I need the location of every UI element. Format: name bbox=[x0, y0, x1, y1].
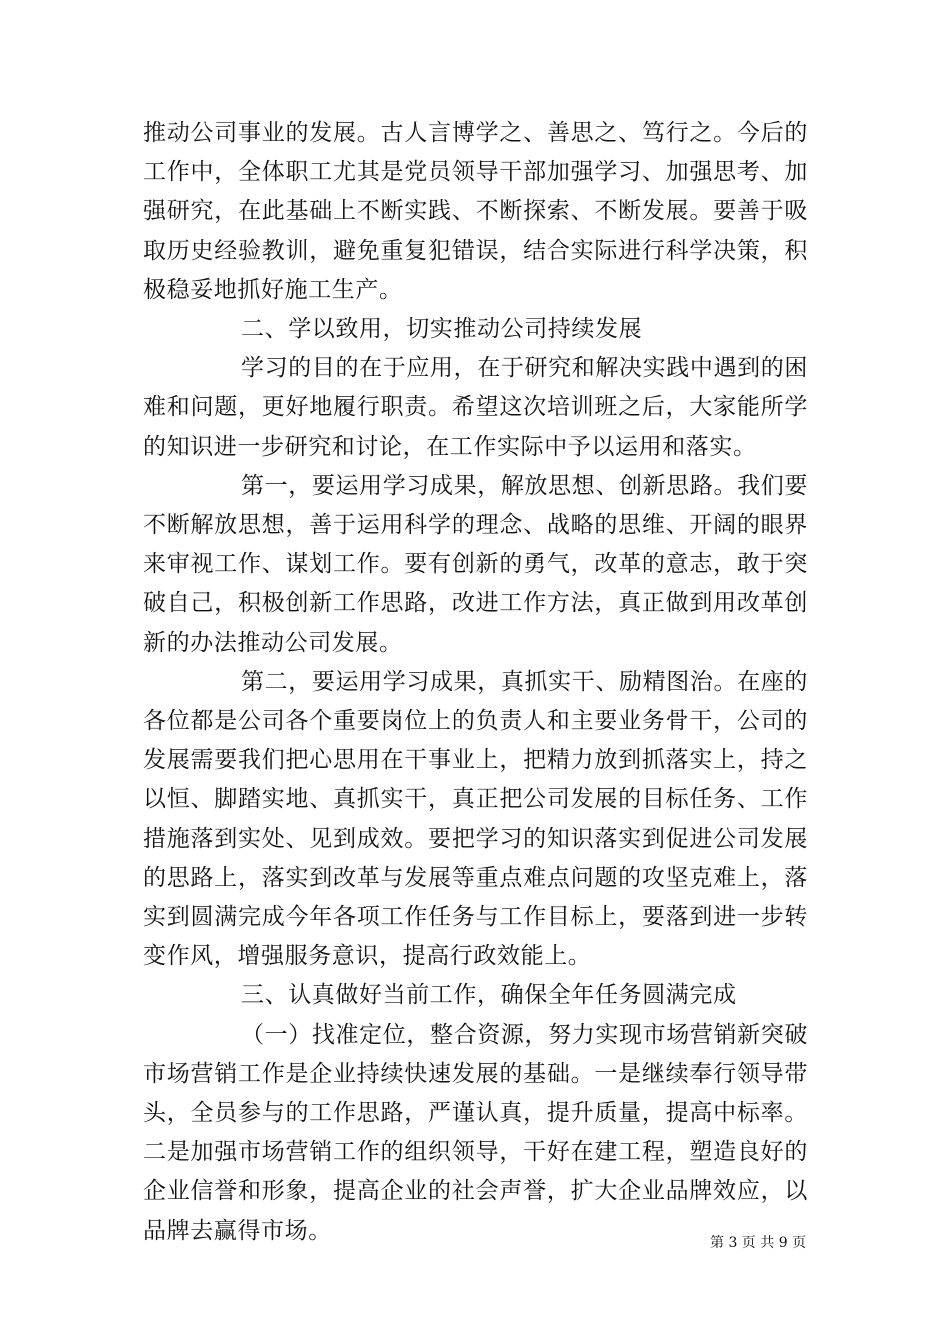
paragraph-first-point: 第一，要运用学习成果，解放思想、创新思路。我们要不断解放思想，善于运用科学的理念、战略的思维、开阔的眼界来审视工作、谋划工作。要有创新的勇气，改革的意志，敢于突破自己，积极创新工作思路，改进工作方法，真正做到用改革创新的办法推动公司发展。 bbox=[143, 472, 808, 656]
paragraph-learning-purpose: 学习的目的在于应用，在于研究和解决实践中遇到的困难和问题，更好地履行职责。希望这次培训班之后，大家能所学的知识进一步研究和讨论，在工作实际中予以运用和落实。 bbox=[143, 355, 808, 460]
page-number-footer: 第 3 页 共 9 页 bbox=[710, 1235, 807, 1251]
section-heading-three: 三、认真做好当前工作，确保全年任务圆满完成 bbox=[241, 982, 737, 1009]
paragraph-second-point: 第二，要运用学习成果，真抓实干、励精图治。在座的各位都是公司各个重要岗位上的负责人和主要业务骨干，公司的发展需要我们把心思用在干事业上，把精力放到抓落实上，持之以恒、脚踏实地、真抓实干，真正把公司发展的目标任务、工作措施落到实处、见到成效。要把学习的知识落实到促进公司发展的思路上，落实到改革与发展等重点难点问题的攻坚克难上，落实到圆满完成今年各项工作任务与工作目标上，要落到进一步转变作风，增强服务意识，提高行政效能上。 bbox=[143, 668, 808, 970]
section-heading-two: 二、学以致用，切实推动公司持续发展 bbox=[241, 316, 643, 343]
document-body bbox=[143, 114, 808, 1251]
paragraph-continuation: 推动公司事业的发展。古人言博学之、善思之、笃行之。今后的工作中，全体职工尤其是党员领导干部加强学习、加强思考、加强研究，在此基础上不断实践、不断探索、不断发展。要善于吸取历史经验教训，避免重复犯错误，结合实际进行科学决策，积极稳妥地抓好施工生产。 bbox=[143, 120, 808, 303]
paragraph-market-sales: （一）找准定位，整合资源，努力实现市场营销新突破市场营销工作是企业持续快速发展的基础。一是继续奉行领导带头，全员参与的工作思路，严谨认真，提升质量，提高中标率。二是加强市场营销工作的组织领导，干好在建工程，塑造良好的企业信誉和形象，提高企业的社会声誉，扩大企业品牌效应，以品牌去赢得市场。 bbox=[143, 1021, 808, 1244]
